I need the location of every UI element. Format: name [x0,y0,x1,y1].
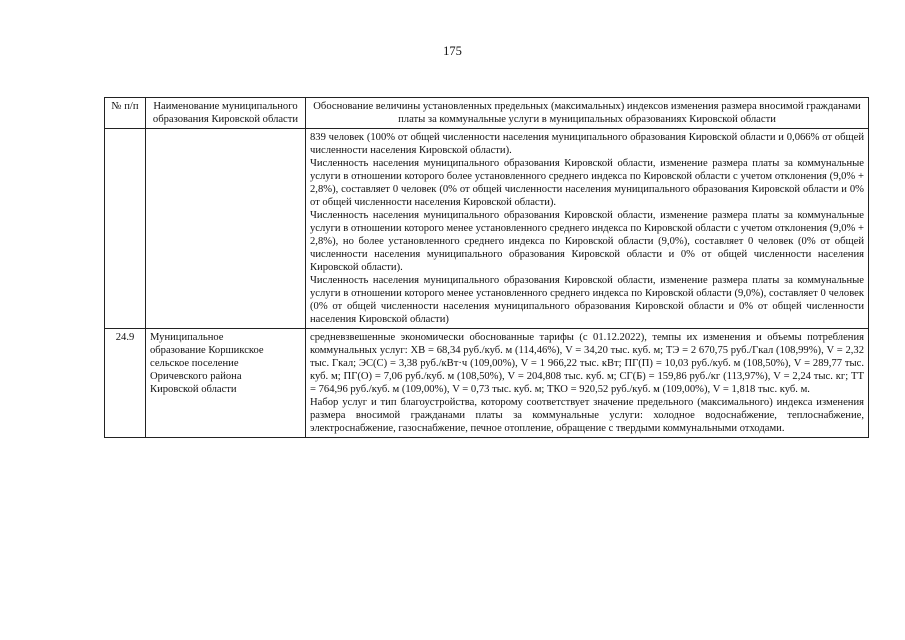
header-justification: Обоснование величины установленных предельных (максимальных) индексов изменения размера вносимой гражданами платы за коммунальные услуги в муниципальных образованиях Кировской области [306,98,869,129]
justification-paragraph: Численность населения муниципального образования Кировской области, изменение размера платы за коммунальные услуги в отношении которого более установленного среднего индекса по Кировской области с учетом отклонения (9,0% + 2,8%), составляет 0 человек (0% от общей численности населения муниципального образования Кировской области и 0% от общей численности населения Кировской области). [310,158,864,208]
justification-paragraph: Набор услуг и тип благоустройства, которому соответствует значение предельного (максимального) индекса изменения размера вносимой гражданами платы за коммунальные услуги: холодное водоснабжение, теплоснабжение, электроснабжение, газоснабжение, печное отопление, обращение с твердыми коммунальными отходами. [310,397,864,434]
table-row [105,129,869,329]
row-number [105,129,146,329]
table-row [105,329,869,438]
header-municipality: Наименование муниципального образования Кировской области [146,98,306,129]
municipality-line: Муниципальное [150,332,224,343]
justification-paragraph: Численность населения муниципального образования Кировской области, изменение размера платы за коммунальные услуги в отношении которого менее установленного среднего индекса по Кировской области с учетом отклонения (9,0% + 2,8%), но более установленного среднего индекса по Кировской области (9,0%), составляет 0 человек (0% от общей численности населения муниципального образования Кировской области и 0% от общей численности населения Кировской области). [310,210,864,273]
row-municipality [146,329,306,438]
row-municipality [146,129,306,329]
municipality-line: образование Коршикское [150,345,264,356]
justification-paragraph: средневзвешенные экономически обоснованные тарифы (с 01.12.2022), темпы их изменения и объемы потребления коммунальных услуг: ХВ = 68,34 руб./куб. м (114,46%), V = 34,20 тыс. куб. м; ТЭ = 2 670,75 руб./Гкал (108,99%), V = 2,32 тыс. Гкал; ЭС(С) = 3,38 руб./кВт·ч (109,00%), V = 1 966,22 тыс. кВт; ПГ(П) = 10,03 руб./куб. м (108,50%), V = 289,77 тыс. куб. м; ПГ(О) = 7,06 руб./куб. м (108,50%), V = 204,808 тыс. куб. м; СГ(Б) = 159,86 руб./кг (113,97%), V = 2,24 тыс. кг; ТТ = 764,96 руб./куб. м (109,00%), V = 0,73 тыс. куб. м; ТКО = 920,52 руб./куб. м (109,00%), V = 1,818 тыс. куб. м. [310,332,864,395]
table-header-row [105,98,869,129]
header-number: № п/п [105,98,146,129]
justification-paragraph: 839 человек (100% от общей численности населения муниципального образования Кировской области и 0,066% от общей численности населения Кировской области). [310,132,864,156]
municipality-line: Оричевского района [150,371,242,382]
justification-paragraph: Численность населения муниципального образования Кировской области, изменение размера платы за коммунальные услуги в отношении которого менее установленного среднего индекса по Кировской области (9,0%), составляет 0 человек (0% от общей численности населения муниципального образования Кировской области и 0% от общей численности населения Кировской области) [310,275,864,325]
page-number: 175 [443,44,462,58]
row-justification [306,129,869,329]
municipality-line: сельское поселение [150,358,239,369]
indices-table [104,97,869,438]
municipality-line: Кировской области [150,384,237,395]
row-number: 24.9 [105,329,146,438]
row-justification [306,329,869,438]
